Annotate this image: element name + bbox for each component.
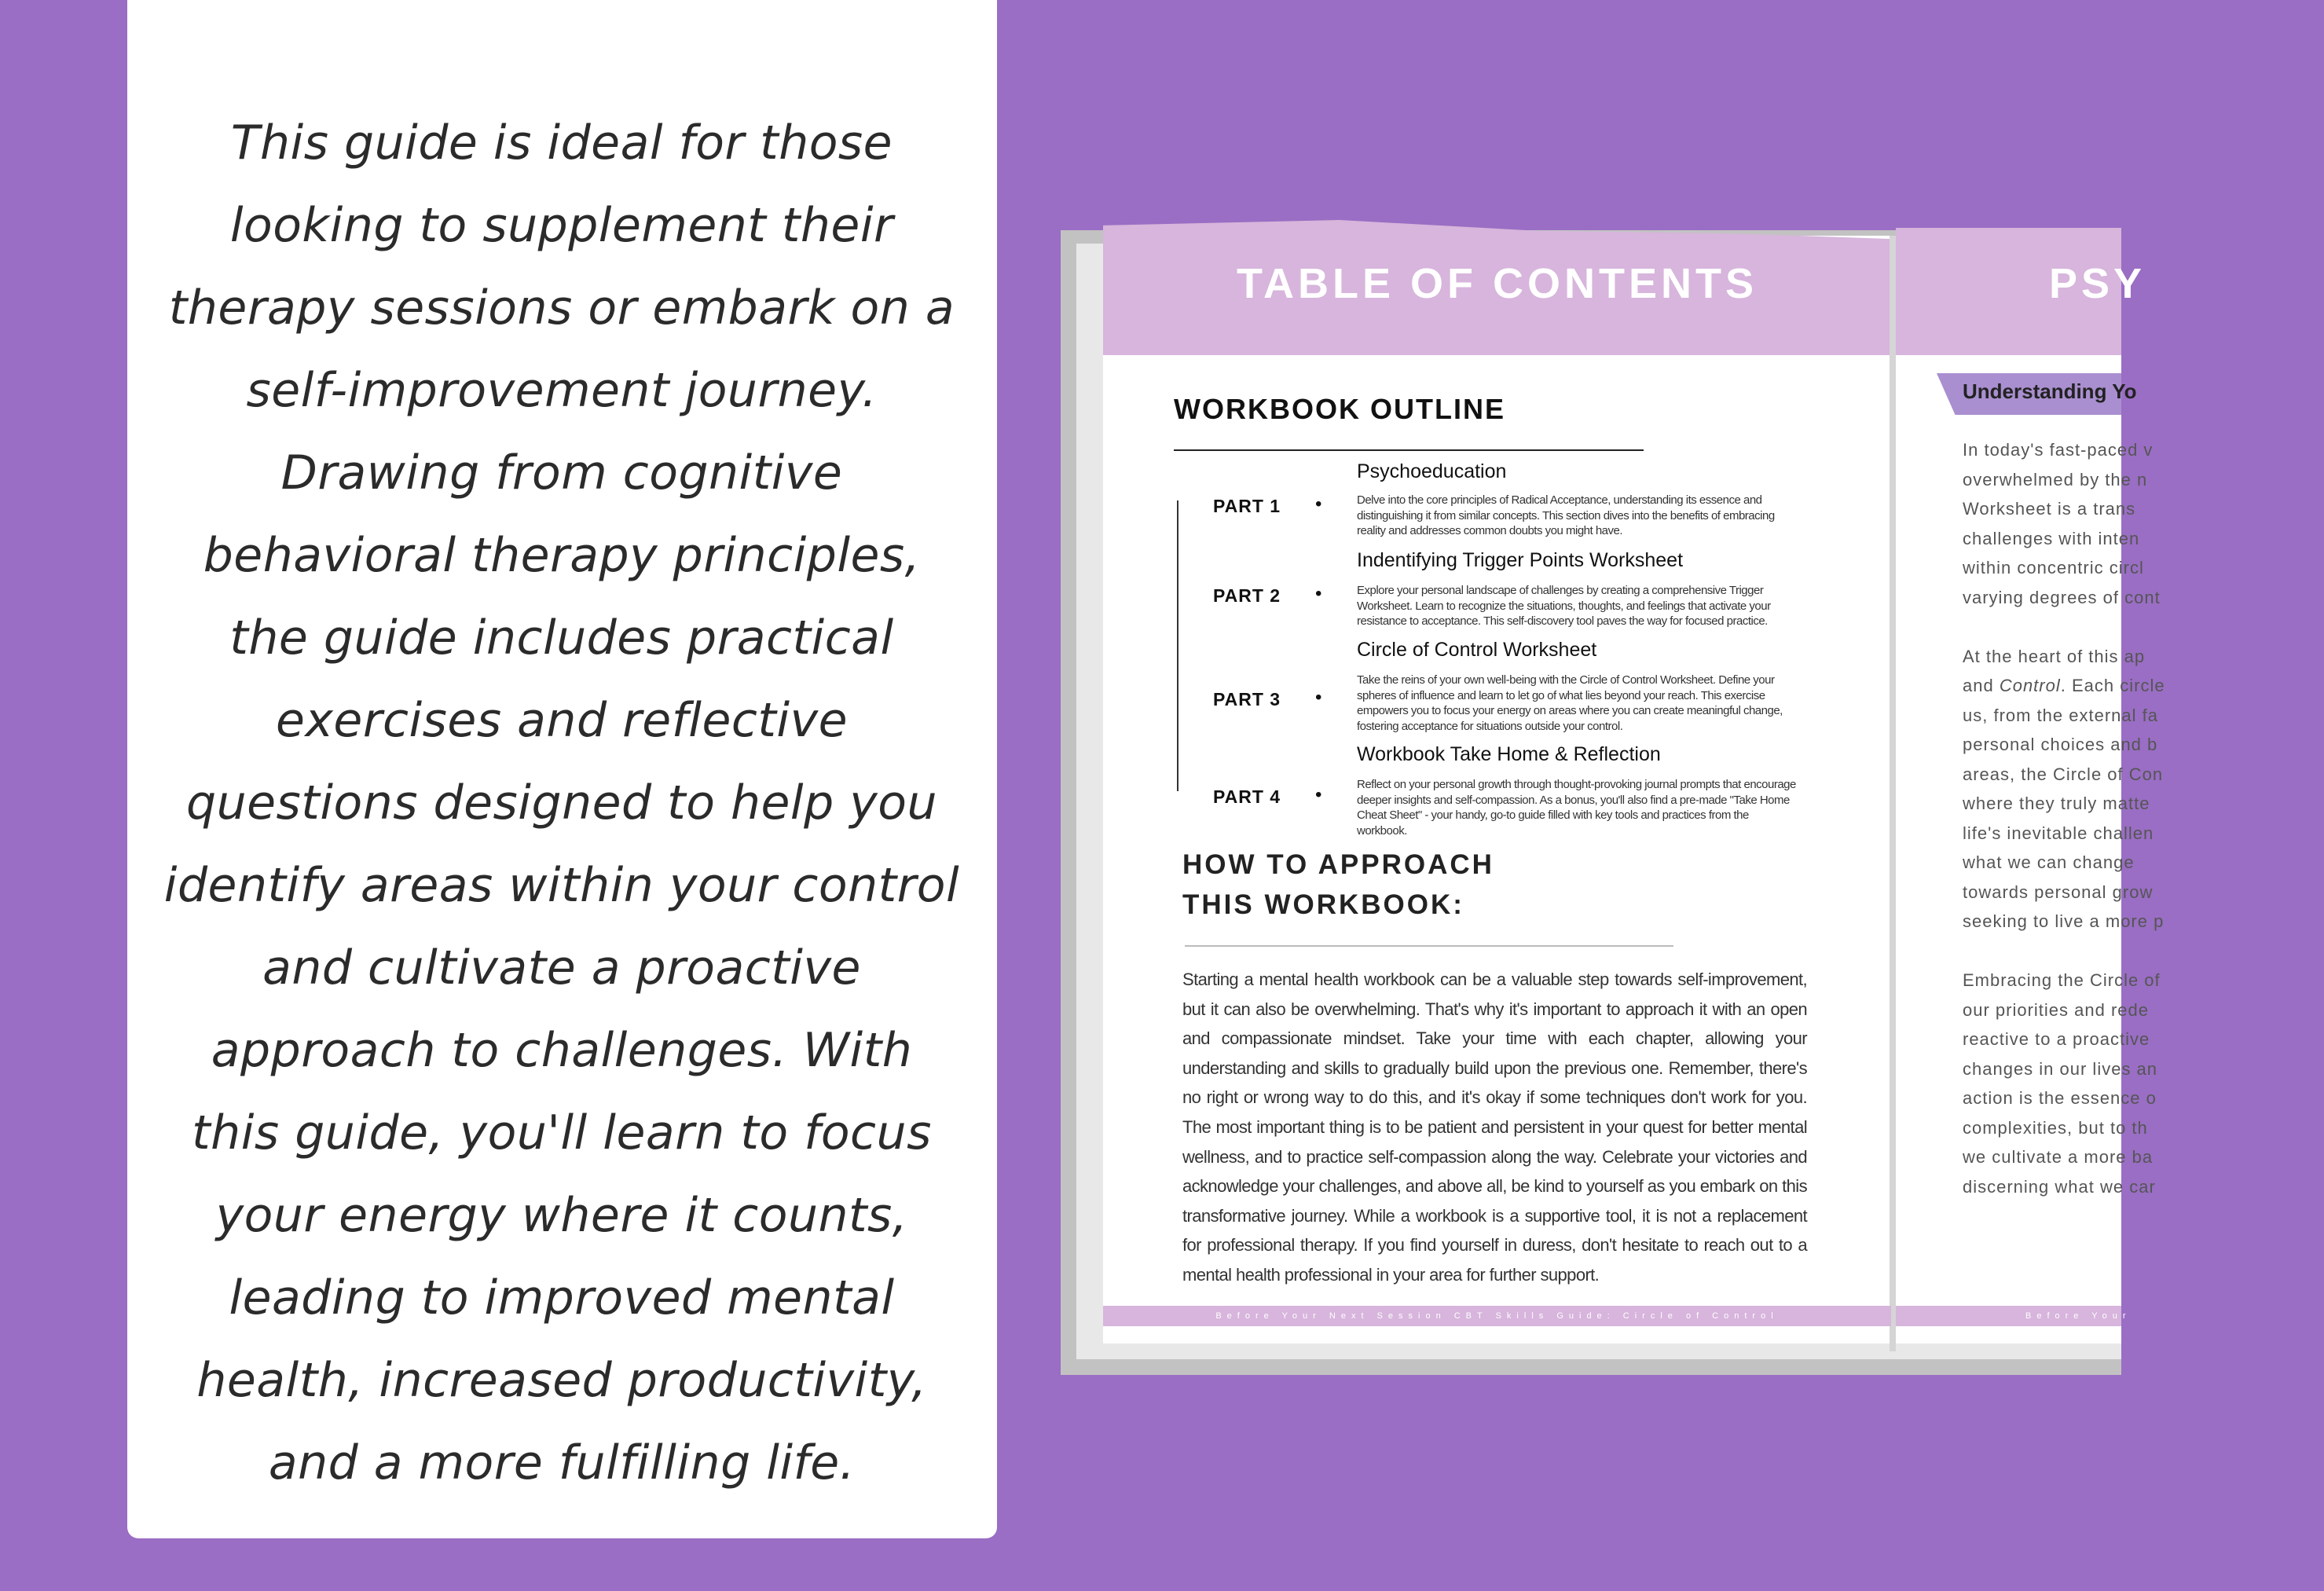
outline-vertical-line: [1177, 500, 1178, 791]
text-line: reactive to a proactive: [1963, 1029, 2150, 1049]
outline-heading: WORKBOOK OUTLINE: [1174, 393, 1505, 425]
promo-line: health, increased productivity,: [196, 1353, 927, 1408]
text-line: what we can change: [1963, 852, 2135, 872]
part-description: Reflect on your personal growth through thought-provoking journal prompts that encourage deeper insights and self-compassion. As a bonus, you'll also find a pre-made "Take Home Cheat Sheet" - your handy, go-to guide filled with key tools and practices from the workbook.: [1357, 778, 1796, 838]
howto-heading: [1182, 845, 1494, 925]
text-line: Embracing the Circle of: [1963, 970, 2161, 990]
promo-line: looking to supplement their: [229, 198, 894, 253]
part-heading: Workbook Take Home & Reflection: [1357, 743, 1661, 765]
promo-line: questions designed to help you: [186, 775, 937, 830]
promo-line: and a more fulfilling life.: [268, 1435, 856, 1490]
howto-divider: [1185, 945, 1673, 947]
promo-line: the guide includes practical: [229, 610, 894, 665]
part-label: PART 2: [1213, 585, 1281, 606]
part-label: PART 3: [1213, 689, 1281, 709]
text-line: us, from the external fa: [1963, 705, 2158, 725]
right-page-title: PSY: [2049, 260, 2146, 307]
outline-divider: [1174, 449, 1644, 451]
text-line: where they truly matte: [1963, 794, 2150, 813]
text-line: personal choices and b: [1963, 735, 2158, 754]
howto-body: Starting a mental health workbook can be a valuable step towards self-improvement, but it can also be overwhelming. That's why it's important to approach it with an open and compassionate mindset. Take your time with each chapter, allowing your understanding and skills to gradually build upon the previous one. Remember, there's no right or wrong way to do this, and it's okay if some techniques don't work for you. The most important thing is to be patient and persistent in your quest for better mental wellness, and to practice self-compassion along the way. Celebrate your victories and acknowledge your challenges, and above all, be kind to yourself as you embark on this transformative journey. While a workbook is a supportive tool, it is not a replacement for professional therapy. If you find yourself in duress, don't hesitate to reach out to a mental health professional in your area for further support.: [1182, 970, 1807, 1285]
promo-line: therapy sessions or embark on a: [168, 280, 955, 335]
promo-line: This guide is ideal for those: [230, 115, 893, 170]
text-line: overwhelmed by the n: [1963, 469, 2148, 489]
text-line: our priorities and rede: [1963, 999, 2150, 1020]
part-heading: Psychoeducation: [1357, 460, 1507, 482]
promo-line: your energy where it counts,: [215, 1188, 908, 1243]
emphasis: Control: [1999, 676, 2061, 695]
text-line: In today's fast-paced v: [1963, 440, 2154, 460]
paragraph: [1963, 642, 2324, 937]
promo-line: Drawing from cognitive: [280, 445, 843, 500]
promo-line: and cultivate a proactive: [262, 940, 861, 995]
text-line: we cultivate a more ba: [1963, 1147, 2154, 1167]
text-line: . Each circle: [2060, 676, 2165, 695]
bullet-icon: •: [1315, 583, 1322, 604]
text-line: life's inevitable challen: [1963, 823, 2154, 843]
promo-line: this guide, you'll learn to focus: [192, 1105, 932, 1160]
part-description: Take the reins of your own well-being with the Circle of Control Worksheet. Define your spheres of influence and learn to let go of what lies beyond your reach. This exercise empowers you to focus your energy on areas where you can create meaningful change, fostering acceptance for situations outside your control.: [1357, 673, 1783, 733]
text-line: and: [1963, 676, 2000, 695]
howto-heading-line: HOW TO APPROACH: [1182, 849, 1494, 880]
part-heading: Indentifying Trigger Points Worksheet: [1357, 549, 1684, 571]
text-line: Worksheet is a trans: [1963, 499, 2136, 519]
text-line: action is the essence o: [1963, 1088, 2157, 1108]
bullet-icon: •: [1315, 784, 1322, 805]
text-line: At the heart of this ap: [1963, 646, 2146, 666]
toc-title: TABLE OF CONTENTS: [1237, 260, 1758, 307]
book-spine: [1890, 236, 1896, 1351]
part-description: Explore your personal landscape of challenges by creating a comprehensive Trigger Worksheet. Learn to recognize the situations, thoughts, and feelings that activate your resistance to acceptance. This self-discovery tool paves the way for focused practice.: [1357, 584, 1771, 628]
right-page-footer: Before Your: [1896, 1306, 2121, 1326]
paragraph: [1963, 966, 2324, 1201]
text-line: varying degrees of cont: [1963, 587, 2161, 607]
text-line: challenges with inten: [1963, 528, 2140, 548]
text-line: towards personal grow: [1963, 882, 2154, 902]
part-heading: Circle of Control Worksheet: [1357, 639, 1597, 661]
bullet-icon: •: [1315, 687, 1322, 708]
promo-line: leading to improved mental: [229, 1270, 895, 1325]
section-tab-label: Understanding Yo: [1963, 379, 2137, 403]
bullet-icon: •: [1315, 493, 1322, 515]
promo-line: identify areas within your control: [163, 858, 960, 913]
text-line: within concentric circl: [1963, 558, 2144, 577]
part-label: PART 4: [1213, 786, 1281, 807]
text-line: discerning what we car: [1963, 1176, 2156, 1197]
promo-line: behavioral therapy principles,: [203, 528, 921, 583]
text-line: seeking to live a more p: [1963, 911, 2165, 931]
howto-heading-line: THIS WORKBOOK:: [1182, 889, 1464, 920]
promo-line: self-improvement journey.: [246, 363, 878, 418]
right-page-body: [1963, 435, 2324, 1231]
promo-line: exercises and reflective: [275, 693, 848, 748]
part-label: PART 1: [1213, 496, 1281, 516]
text-line: changes in our lives an: [1963, 1058, 2158, 1079]
text-line: areas, the Circle of Con: [1963, 764, 2164, 784]
left-page-footer: Before Your Next Session CBT Skills Guide: Circle of Control: [1103, 1306, 1891, 1326]
promo-line: approach to challenges. With: [211, 1023, 913, 1078]
paragraph: [1963, 435, 2324, 612]
part-description: Delve into the core principles of Radical Acceptance, understanding its essence and distinguishing it from similar concepts. This section dives into the benefits of embracing reality and addresses common doubts you might have.: [1357, 493, 1775, 537]
text-line: complexities, but to th: [1963, 1117, 2148, 1138]
